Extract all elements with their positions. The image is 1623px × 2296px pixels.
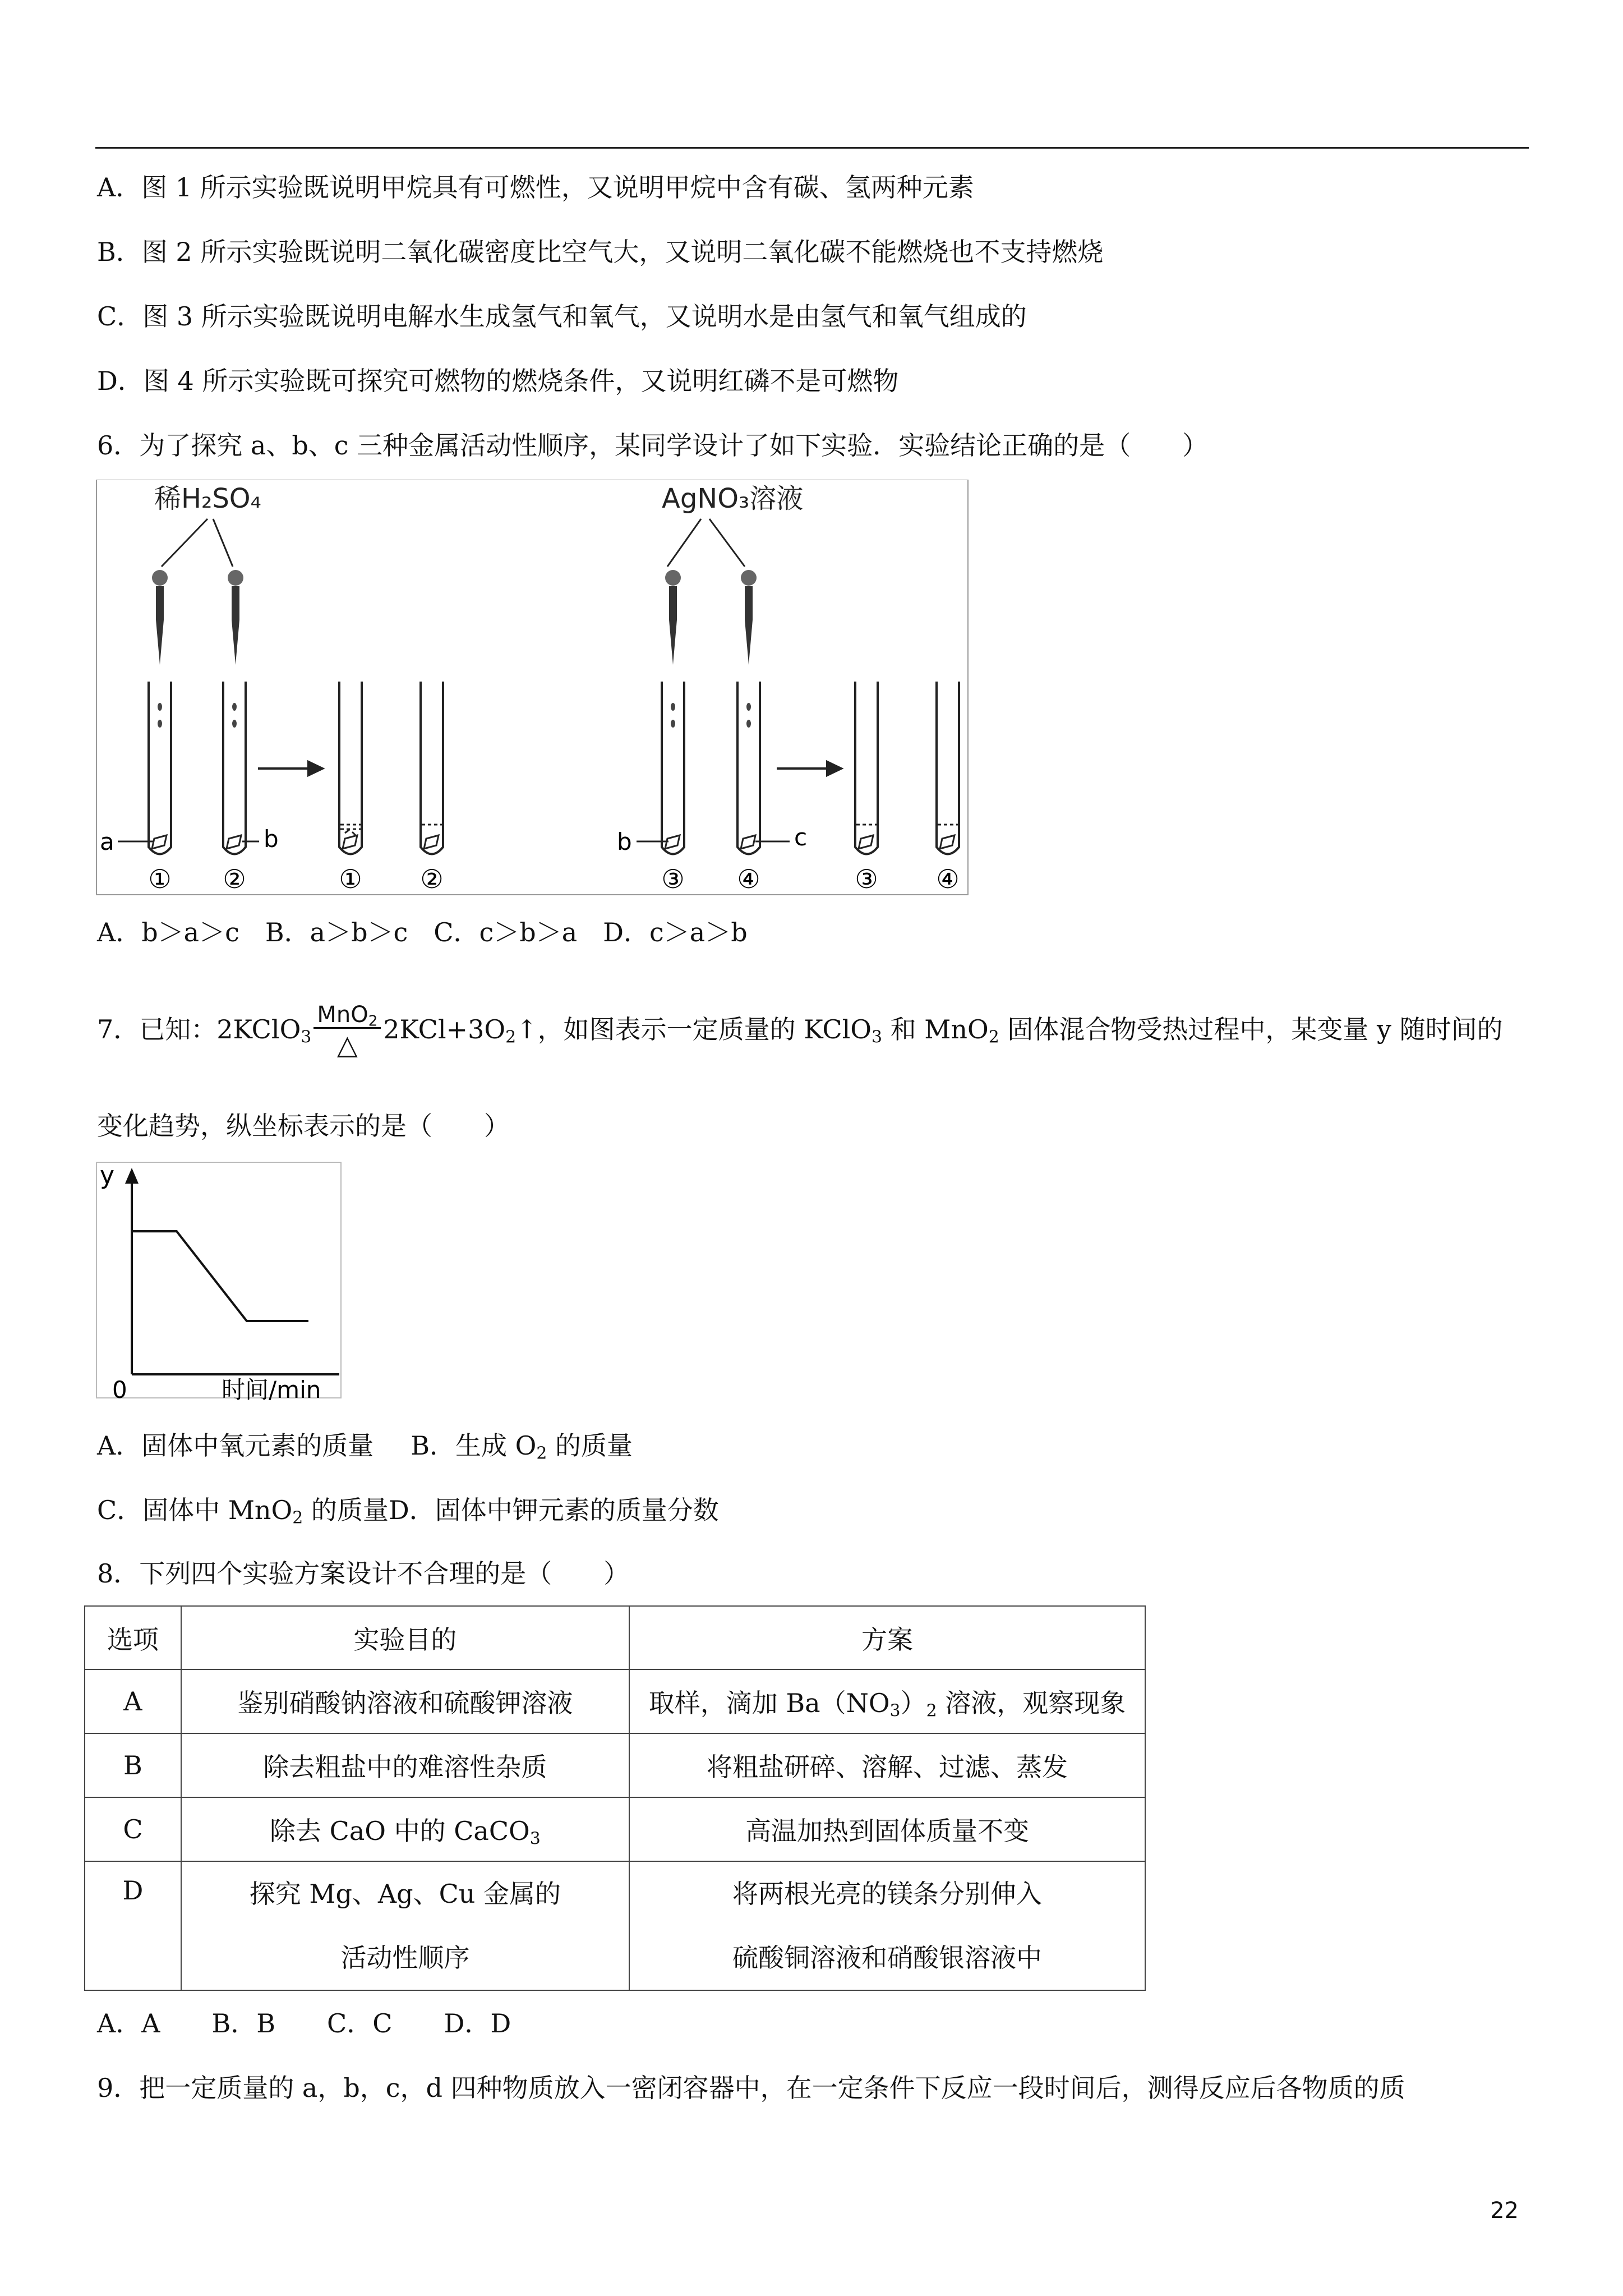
q7-text: 和 MnO <box>882 1014 989 1045</box>
q7-heat-symbol: △ <box>336 1029 358 1061</box>
tube-label-3: ③ <box>661 864 685 894</box>
q6-options: A．b＞a＞c B．a＞b＞c C．c＞b＞a D．c＞a＞b <box>97 917 748 947</box>
table-cell-goal <box>181 1797 629 1861</box>
plan-line: 将两根光亮的镁条分别伸入 <box>732 1879 1042 1909</box>
sub: 3 <box>301 1027 312 1047</box>
tube-label-1: ① <box>148 864 172 894</box>
q8-table <box>84 1605 1146 1991</box>
tube-label-1-after: ① <box>339 864 362 894</box>
table-header-cell: 实验目的 <box>181 1606 629 1669</box>
dropper-4-icon <box>741 570 757 665</box>
table-cell-option: B <box>85 1733 181 1797</box>
table-cell-goal: 鉴别硝酸钠溶液和硫酸钾溶液 <box>181 1669 629 1733</box>
q7-catalyst: MnO <box>317 1001 368 1028</box>
goal-line: 活动性顺序 <box>340 1943 470 1973</box>
q7-options-cd <box>97 1492 719 1528</box>
tube-label-3-after: ③ <box>855 864 878 894</box>
q7-option-b-end: 的质量 <box>547 1430 633 1461</box>
q9-stem: 9．把一定质量的 a，b，c，d 四种物质放入一密闭容器中，在一定条件下反应一段时间后，测得反应后各物质的质 <box>97 2073 1405 2103</box>
table-cell-option: D <box>85 1861 181 1990</box>
sub: 2 <box>292 1508 303 1528</box>
table-cell-plan <box>629 1669 1145 1733</box>
table-cell-plan: 高温加热到固体质量不变 <box>629 1797 1145 1861</box>
page-number: 22 <box>1490 2198 1519 2224</box>
q7-option-d: D．固体中钾元素的质量分数 <box>388 1495 719 1525</box>
reaction-arrow-icon <box>258 762 841 775</box>
graph-x-label: 时间/min <box>222 1376 321 1404</box>
q7-options-ab <box>97 1428 633 1464</box>
table-cell-plan: 将粗盐研碎、溶解、过滤、蒸发 <box>629 1733 1145 1797</box>
q7-option-c: C．固体中 MnO <box>97 1495 293 1525</box>
sub: 2 <box>368 1013 378 1029</box>
metal-c-label: c <box>794 823 808 851</box>
sub: 2 <box>926 1701 937 1721</box>
q7-text: ↑，如图表示一定质量的 KClO <box>516 1014 872 1045</box>
q7-stem-line1 <box>97 993 1503 1066</box>
q7-stem-line2: 变化趋势，纵坐标表示的是（ ） <box>97 1111 510 1141</box>
q7-graph <box>95 1161 342 1408</box>
q6-reagent-left-label: 稀H₂SO₄ <box>154 483 261 514</box>
graph-y-label: y <box>100 1161 115 1190</box>
q7-text: 固体混合物受热过程中，某变量 y 随时间的 <box>999 1014 1503 1045</box>
dropper-2-icon <box>228 570 243 665</box>
q7-reactant: 7．已知：2KClO <box>97 1014 301 1045</box>
table-header-row <box>85 1606 1145 1669</box>
q7-products: 2KCl+3O <box>383 1014 506 1045</box>
dropper-3-icon <box>665 570 681 665</box>
sub: 2 <box>505 1027 517 1047</box>
table-cell-option: A <box>85 1669 181 1733</box>
table-cell-option: C <box>85 1797 181 1861</box>
metal-b-label: b <box>264 825 279 853</box>
table-row <box>85 1861 1145 1990</box>
q6-reagent-right-label: AgNO₃溶液 <box>662 483 804 514</box>
table-header-cell: 方案 <box>629 1606 1145 1669</box>
table-cell-plan <box>629 1861 1145 1990</box>
q5-option-b: B．图 2 所示实验既说明二氧化碳密度比空气大，又说明二氧化碳不能燃烧也不支持燃烧 <box>97 237 1104 267</box>
q5-option-c: C．图 3 所示实验既说明电解水生成氢气和氧气，又说明水是由氢气和氧气组成的 <box>97 301 1027 332</box>
sub: 3 <box>872 1027 883 1047</box>
metal-a-label: a <box>100 828 114 855</box>
q8-stem: 8．下列四个实验方案设计不合理的是（ ） <box>97 1558 630 1589</box>
q6-stem: 6．为了探究 a、b、c 三种金属活动性顺序，某同学设计了如下实验．实验结论正确的是（ ） <box>97 430 1209 461</box>
plan-text: 溶液，观察现象 <box>937 1688 1126 1718</box>
plan-line: 硫酸铜溶液和硝酸银溶液中 <box>732 1943 1042 1973</box>
dropper-1-icon <box>152 570 168 665</box>
table-row <box>85 1733 1145 1797</box>
q7-reaction-condition <box>313 1002 381 1061</box>
q8-options: A．A B．B C．C D．D <box>97 2008 511 2039</box>
tube-label-2-after: ② <box>420 864 444 894</box>
tube-label-4-after: ④ <box>936 864 960 894</box>
sub: 2 <box>988 1027 999 1047</box>
q5-option-d: D．图 4 所示实验既可探究可燃物的燃烧条件，又说明红磷不是可燃物 <box>97 366 899 396</box>
metal-b-label-right: b <box>617 828 632 855</box>
goal-text: 除去 CaO 中的 CaCO <box>270 1816 530 1846</box>
plan-text: ） <box>900 1688 926 1718</box>
table-header-cell: 选项 <box>85 1606 181 1669</box>
goal-line: 探究 Mg、Ag、Cu 金属的 <box>249 1879 561 1909</box>
q7-option-b: B．生成 O <box>411 1430 537 1461</box>
q6-figure-test-tubes <box>95 480 970 898</box>
sub: 2 <box>536 1443 547 1464</box>
tube-label-2: ② <box>223 864 246 894</box>
q7-option-a: A．固体中氧元素的质量 <box>97 1430 374 1461</box>
table-cell-goal <box>181 1861 629 1990</box>
header-rule <box>95 147 1529 149</box>
q5-option-a: A．图 1 所示实验既说明甲烷具有可燃性，又说明甲烷中含有碳、氢两种元素 <box>97 172 974 203</box>
table-cell-goal: 除去粗盐中的难溶性杂质 <box>181 1733 629 1797</box>
sub: 3 <box>529 1829 541 1849</box>
plan-text: 取样，滴加 Ba（NO <box>648 1688 890 1718</box>
sub: 3 <box>889 1701 901 1721</box>
graph-origin-label: 0 <box>112 1376 127 1404</box>
table-row <box>85 1669 1145 1733</box>
q7-option-c-end: 的质量 <box>303 1495 389 1525</box>
tube-label-4: ④ <box>737 864 760 894</box>
table-row <box>85 1797 1145 1861</box>
